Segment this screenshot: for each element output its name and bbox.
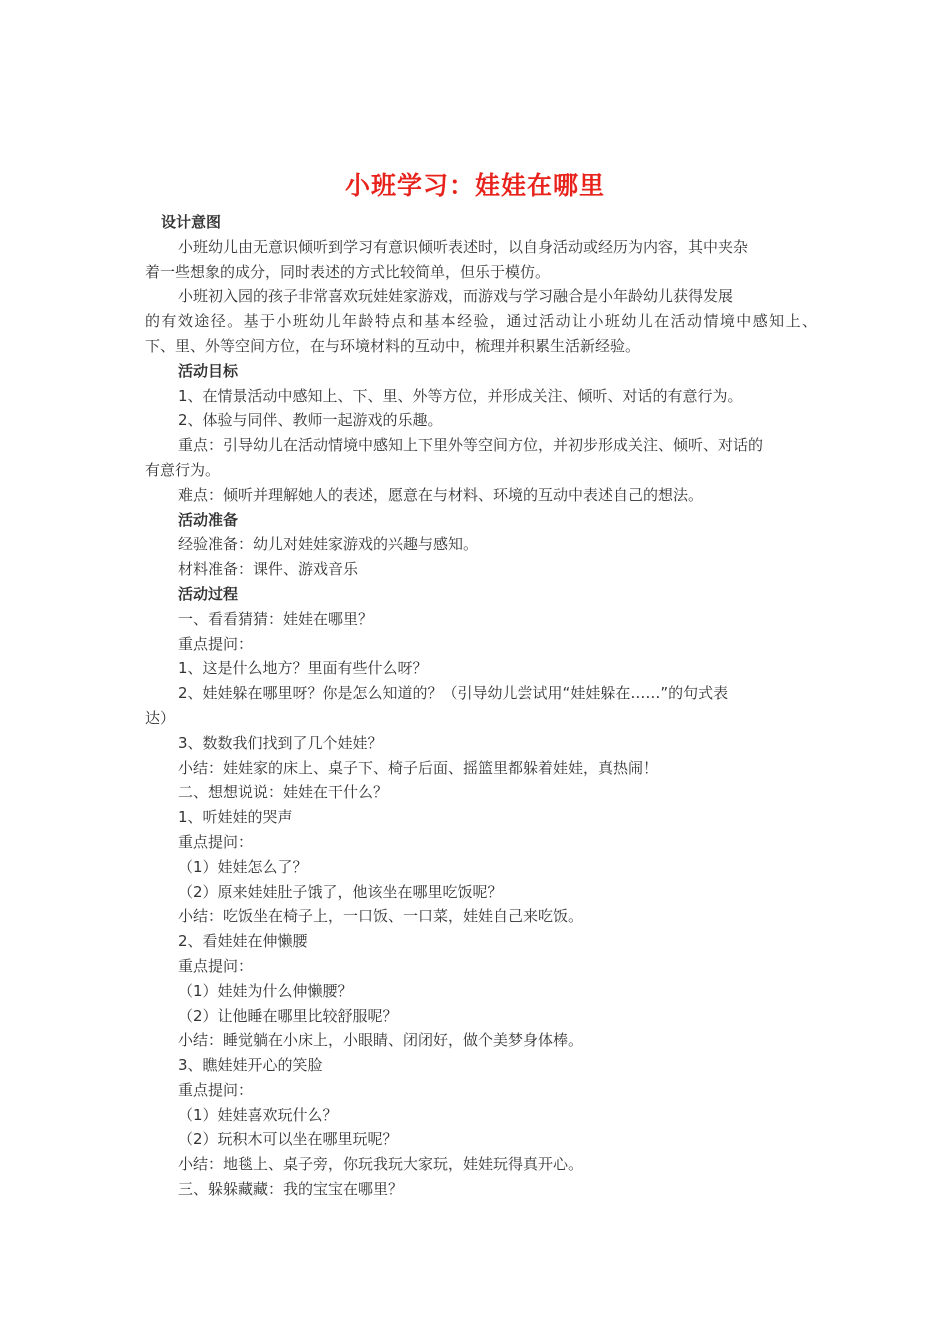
paragraph-line: 小班初入园的孩子非常喜欢玩娃娃家游戏，而游戏与学习融合是小年龄幼儿获得发展 [178, 287, 734, 306]
paragraph-line: （2）原来娃娃肚子饿了，他该坐在哪里吃饭呢？ [178, 882, 503, 901]
paragraph-line: 1、在情景活动中感知上、下、里、外等方位，并形成关注、倾听、对话的有意行为。 [178, 386, 743, 405]
paragraph-line: 材料准备：课件、游戏音乐 [178, 560, 359, 579]
paragraph-line: 难点：倾听并理解她人的表述，愿意在与材料、环境的互动中表述自己的想法。 [178, 485, 704, 504]
paragraph-line: 2、体验与同伴、教师一起游戏的乐趣。 [178, 411, 443, 430]
paragraph-line: 3、瞧娃娃开心的笑脸 [178, 1056, 323, 1075]
paragraph-line: （1）娃娃怎么了？ [178, 857, 308, 876]
paragraph-line: （2）玩积木可以坐在哪里玩呢？ [178, 1130, 398, 1149]
paragraph-line: 重点提问： [178, 956, 254, 975]
paragraph-line: 重点提问： [178, 1080, 254, 1099]
paragraph-line: 重点提问： [178, 634, 254, 653]
paragraph-line: 重点：引导幼儿在活动情境中感知上下里外等空间方位，并初步形成关注、倾听、对话的 [178, 436, 764, 455]
paragraph-line: 小结：睡觉躺在小床上，小眼睛、闭闭好，做个美梦身体棒。 [178, 1031, 584, 1050]
paragraph-line: （2）让他睡在哪里比较舒服呢？ [178, 1006, 398, 1025]
paragraph-line: 小班幼儿由无意识倾听到学习有意识倾听表述时，以自身活动或经历为内容，其中夹杂 [178, 237, 749, 256]
document-title: 小班学习：娃娃在哪里 [344, 171, 605, 200]
paragraph-line: 下、里、外等空间方位，在与环境材料的互动中，梳理并积累生活新经验。 [145, 336, 641, 355]
section-heading: 活动目标 [178, 361, 239, 380]
paragraph-line: 2、娃娃躲在哪里呀？你是怎么知道的？（引导幼儿尝试用“娃娃躲在……”的句式表 [178, 684, 729, 703]
paragraph-line: 2、看娃娃在伸懒腰 [178, 932, 308, 951]
paragraph-line: 有意行为。 [145, 460, 221, 479]
paragraph-line: 着一些想象的成分，同时表述的方式比较简单，但乐于模仿。 [145, 262, 551, 281]
paragraph-line: 1、听娃娃的哭声 [178, 808, 293, 827]
paragraph-line: 小结：地毯上、桌子旁，你玩我玩大家玩，娃娃玩得真开心。 [178, 1155, 584, 1174]
document-body [145, 210, 817, 1202]
paragraph-line: 的有效途径。基于小班幼儿年龄特点和基本经验，通过活动让小班幼儿在活动情境中感知上、 [145, 312, 817, 331]
paragraph-line: 经验准备：幼儿对娃娃家游戏的兴趣与感知。 [178, 535, 479, 554]
section-heading: 设计意图 [161, 213, 222, 231]
paragraph-line: （1）娃娃为什么伸懒腰？ [178, 981, 353, 1000]
paragraph-line: 小结：娃娃家的床上、桌子下、椅子后面、摇篮里都躲着娃娃，真热闹！ [178, 758, 659, 777]
paragraph-line: 三、躲躲藏藏：我的宝宝在哪里？ [178, 1180, 404, 1199]
paragraph-line: 3、数数我们找到了几个娃娃？ [178, 733, 383, 752]
paragraph-line: 1、这是什么地方？里面有些什么呀？ [178, 659, 428, 678]
section-heading: 活动过程 [178, 584, 239, 603]
section-heading: 活动准备 [178, 510, 239, 529]
paragraph-line: （1）娃娃喜欢玩什么？ [178, 1105, 338, 1124]
paragraph-line: 重点提问： [178, 832, 254, 851]
paragraph-line: 小结：吃饭坐在椅子上，一口饭、一口菜，娃娃自己来吃饭。 [178, 907, 584, 926]
paragraph-line: 一、看看猜猜：娃娃在哪里？ [178, 609, 374, 628]
paragraph-line: 达） [145, 708, 176, 727]
paragraph-line: 二、想想说说：娃娃在干什么？ [178, 783, 389, 802]
